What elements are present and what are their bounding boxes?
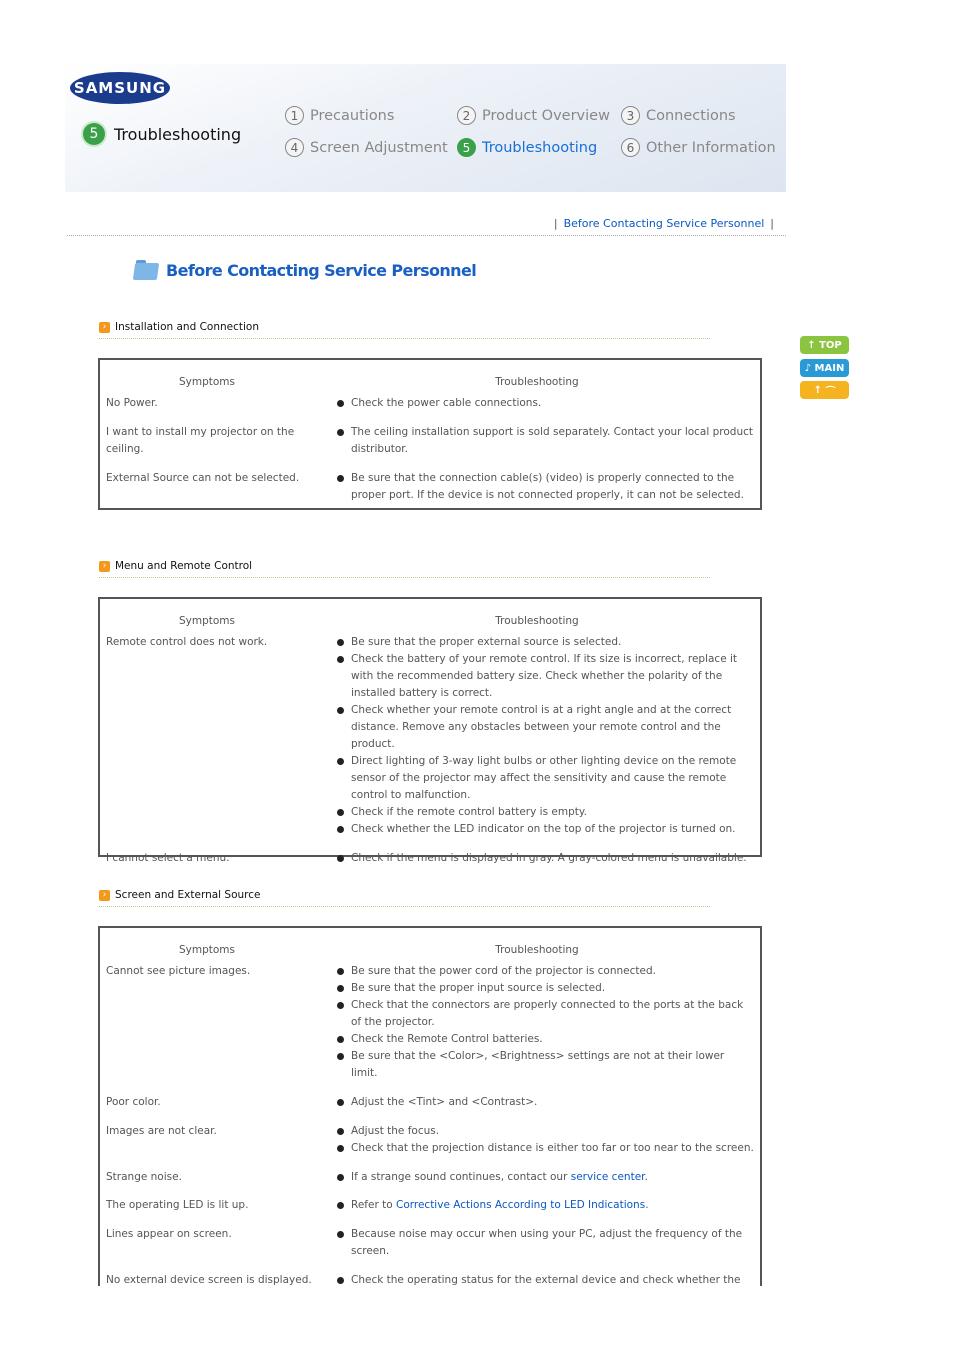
symptom-cell: Images are not clear. [106,1125,217,1137]
section-heading-menu-remote [99,560,252,572]
table-header [100,599,760,627]
nav-number-icon: 4 [285,138,304,157]
troubleshooting-header: Troubleshooting [495,944,579,956]
fix-text: Refer to [351,1199,396,1211]
fix-item: Check that the projection distance is either too far or too near to the screen. [337,1140,754,1157]
fix-item: Check whether the LED indicator on the top of the projector is turned on. [337,821,754,838]
breadcrumb-separator: | [770,217,774,230]
section-divider [99,577,710,578]
led-indications-link[interactable]: Corrective Actions According to LED Indications [395,1199,646,1211]
symptoms-header: Symptoms [178,376,235,388]
section-divider [99,906,710,907]
breadcrumb-separator: | [553,217,558,230]
nav-precautions[interactable] [285,106,394,125]
table-row [100,1123,760,1157]
table-row [100,850,760,867]
fix-item: Check if the menu is displayed in gray. A gray-colored menu is unavailable. [337,850,754,867]
page-title [134,259,476,281]
nav-label: Screen Adjustment [310,139,448,156]
orange-arrow-icon: › [99,561,110,572]
section-title: Screen and External Source [115,889,261,901]
table-header [100,928,760,956]
main-button-label: MAIN [814,362,845,374]
service-center-link[interactable]: service center [570,1171,645,1183]
symptoms-header: Symptoms [178,944,235,956]
fix-item: The ceiling installation support is sold separately. Contact your local product distributor. [337,424,754,458]
fix-item: Be sure that the proper external source is selected. [337,634,754,651]
nav-number-icon: 3 [621,106,640,125]
fix-item: Check the battery of your remote control. If its size is incorrect, replace it with the recommended battery size. Check whether the polarity of the installed battery is correct. [337,651,754,702]
fix-item: Check the Remote Control batteries. [337,1031,754,1048]
symptom-cell: No Power. [106,397,158,409]
nav-number-icon: 1 [285,106,304,125]
header-banner [65,64,786,192]
fix-item: Adjust the focus. [337,1123,754,1140]
table-row [100,470,760,504]
nav-product-overview[interactable] [457,106,610,125]
nav-label: Connections [646,107,736,124]
fix-text: . [644,1171,648,1183]
symptom-cell: Remote control does not work. [106,636,268,648]
troubleshooting-header: Troubleshooting [495,376,579,388]
up-arrow-icon: ↑ [807,339,816,351]
nav-troubleshooting[interactable] [457,138,597,157]
fix-item [337,1169,754,1186]
fix-item: Check if the remote control battery is empty. [337,804,754,821]
current-section-label: Troubleshooting [114,124,242,144]
orange-arrow-icon: › [99,322,110,333]
menu-remote-table [98,597,762,864]
fix-item: Be sure that the power cord of the projector is connected. [337,963,754,980]
symptom-cell: External Source can not be selected. [106,472,300,484]
section-heading-screen-source [99,889,261,901]
fix-item: Adjust the <Tint> and <Contrast>. [337,1094,754,1111]
divider [67,235,786,236]
table-row [100,1169,760,1186]
fix-item: Check the operating status for the external device and check whether the [337,1272,754,1289]
symptom-cell: The operating LED is lit up. [106,1199,249,1211]
section-heading-installation [99,321,259,333]
orange-arrow-icon: › [99,890,110,901]
fix-item [337,1197,754,1214]
fix-item: Be sure that the connection cable(s) (video) is properly connected to the proper port. If the device is not connected properly, it can not be selected. [337,470,754,504]
fix-text: If a strange sound continues, contact our [351,1171,571,1183]
table-row [100,395,760,412]
page-title-text: Before Contacting Service Personnel [166,260,477,280]
nav-screen-adjustment[interactable] [285,138,448,157]
samsung-logo[interactable]: SAMSUNG [70,72,170,104]
breadcrumb [548,217,780,230]
top-button[interactable] [800,336,849,354]
table-header [100,360,760,388]
current-section [83,123,241,145]
symptom-cell: No external device screen is displayed. [106,1274,312,1286]
symptom-cell: Cannot see picture images. [106,965,251,977]
main-button[interactable] [800,359,849,377]
section-number-badge: 5 [83,123,105,145]
fix-item: Be sure that the proper input source is selected. [337,980,754,997]
symptom-cell: Lines appear on screen. [106,1228,232,1240]
folder-icon [134,259,160,281]
table-row [100,634,760,838]
table-row [100,424,760,458]
fix-item: Check that the connectors are properly connected to the ports at the back of the projector. [337,997,754,1031]
back-icon: ⌒ [825,386,836,398]
nav-other-information[interactable] [621,138,776,157]
nav-label: Precautions [310,107,395,124]
fix-item: Because noise may occur when using your PC, adjust the frequency of the screen. [337,1226,754,1260]
table-row [100,1094,760,1111]
symptom-cell: I cannot select a menu. [106,852,230,864]
troubleshooting-header: Troubleshooting [495,615,579,627]
nav-label: Troubleshooting [482,139,598,156]
breadcrumb-link[interactable]: Before Contacting Service Personnel [563,217,765,230]
symptom-cell: Strange noise. [106,1171,182,1183]
nav-number-icon: 6 [621,138,640,157]
top-button-label: TOP [819,339,842,351]
table-row [100,1272,760,1289]
fix-item: Check the power cable connections. [337,395,754,412]
section-divider [99,338,710,339]
section-title: Menu and Remote Control [115,560,253,572]
symptoms-header: Symptoms [178,615,235,627]
table-row [100,963,760,1082]
back-button[interactable] [800,381,849,399]
symptom-cell: I want to install my projector on the ceiling. [106,426,295,455]
section-title: Installation and Connection [115,321,259,333]
music-note-icon: ♪ [804,362,812,374]
screen-source-table [98,926,762,1286]
table-row [100,1226,760,1260]
fix-item: Direct lighting of 3-way light bulbs or other lighting device on the remote sensor of the projector may affect the sensitivity and cause the remote control to malfunction. [337,753,754,804]
nav-number-icon: 5 [457,138,476,157]
nav-number-icon: 2 [457,106,476,125]
table-row [100,1197,760,1214]
nav-label: Other Information [646,139,776,156]
nav-connections[interactable] [621,106,736,125]
fix-item: Check whether your remote control is at a right angle and at the correct distance. Remove any obstacles between your remote control and the product. [337,702,754,753]
installation-table [98,358,762,510]
up-arrow-icon: ↑ [813,384,822,396]
symptom-cell: Poor color. [106,1096,161,1108]
nav-label: Product Overview [482,107,610,124]
fix-item: Be sure that the <Color>, <Brightness> settings are not at their lower limit. [337,1048,754,1082]
fix-text: . [645,1199,649,1211]
